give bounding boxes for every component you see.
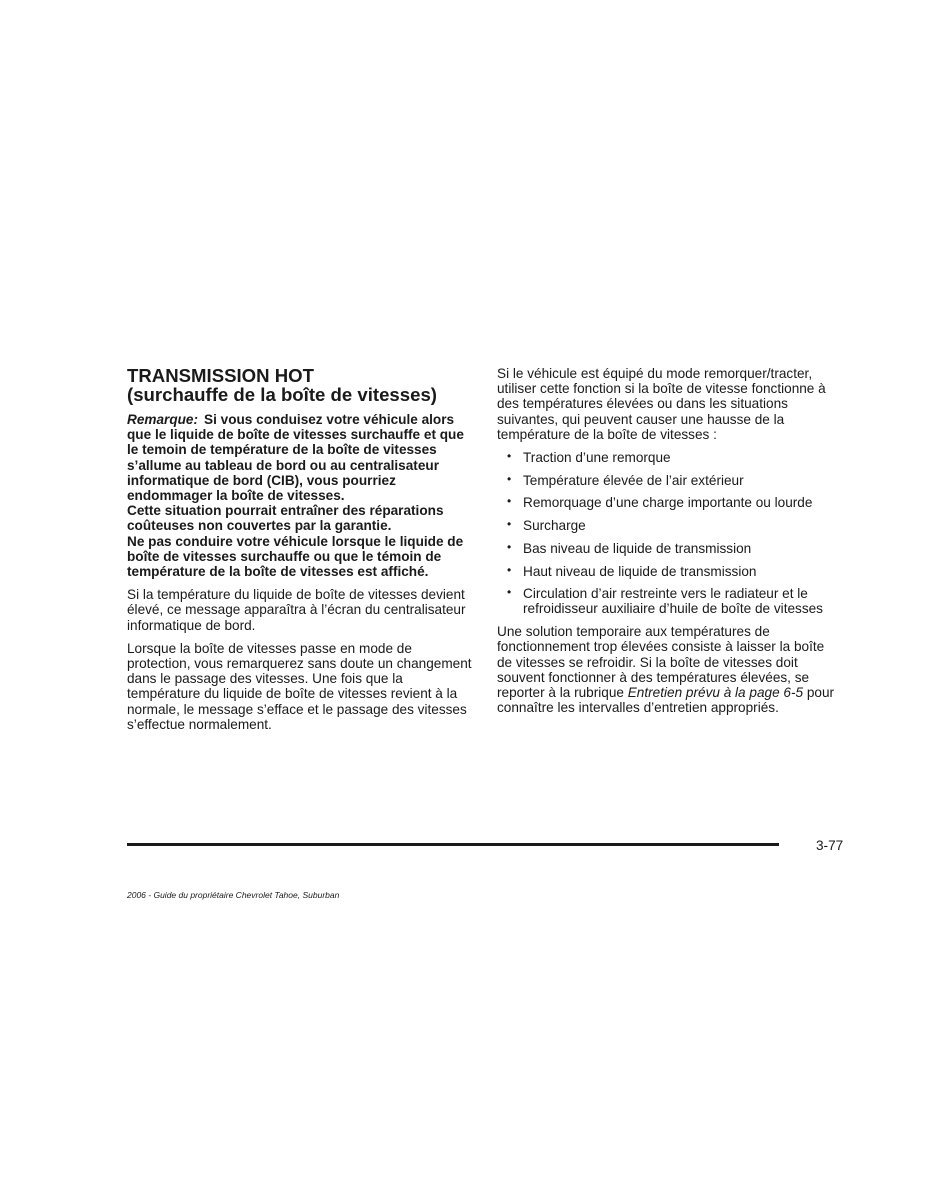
intro-paragraph: Si le véhicule est équipé du mode remorquer/tracter, utiliser cette fonction si la boîte de vitesse fonctionne à des températures élevées ou dans les situations suivantes, qui peuvent causer une hausse de la température de la boîte de vitesses : — [497, 366, 826, 442]
caution-note — [127, 412, 472, 579]
footer-rule — [127, 843, 779, 846]
list-item: • Traction d’une remorque — [507, 449, 671, 466]
list-item: • Surcharge — [507, 517, 586, 534]
paragraph-2: Lorsque la boîte de vitesses passe en mode de protection, vous remarquerez sans doute un changement dans le passage des vitesses. Une fois que la température du liquide de boîte de vitesses revient à la normale, le message s’efface et le passage des vitesses s’effectue normalement. — [127, 640, 472, 732]
bullet-icon: • — [507, 562, 512, 577]
conditions-list — [497, 450, 842, 617]
page-number: 3-77 — [816, 838, 844, 853]
heading-line-2: (surchauffe de la boîte de vitesses) — [127, 384, 437, 405]
note-text-3: Ne pas conduire votre véhicule lorsque le liquide de boîte de vitesses surchauffe ou que le témoin de température de la boîte de vitesses est affiché. — [127, 533, 464, 580]
list-item: • Circulation d’air restreinte vers le radiateur et le refroidisseur auxiliaire d’huile de boîte de vitesses — [507, 585, 823, 617]
closing-paragraph — [497, 624, 842, 715]
bullet-icon: • — [507, 517, 512, 532]
closing-text-2: pour connaître les intervalles d’entretien appropriés. — [497, 684, 835, 716]
right-column — [497, 366, 842, 723]
bullet-icon: • — [507, 585, 512, 600]
paragraph-1: Si la température du liquide de boîte de vitesses devient élevé, ce message apparaîtra à l’écran du centralisateur informatique de bord. — [127, 587, 466, 633]
note-text-1: Si vous conduisez votre véhicule alors que le liquide de boîte de vitesses surchauffe et que le temoin de température de la boîte de vitesses s’allume au tableau de bord ou au centralisateur informatique de bord (CIB), vous pourriez endommager la boîte de vitesses. — [127, 412, 464, 504]
list-item: • Bas niveau de liquide de transmission — [507, 539, 752, 556]
heading-line-1: TRANSMISSION HOT — [127, 365, 314, 386]
footer-text: 2006 - Guide du propriétaire Chevrolet Tahoe, Suburban — [127, 890, 340, 900]
bullet-icon: • — [507, 494, 512, 509]
note-label: Remarque: — [127, 412, 199, 427]
bullet-icon: • — [507, 539, 512, 554]
bullet-icon: • — [507, 449, 512, 464]
section-heading — [127, 366, 472, 404]
left-column — [127, 366, 472, 740]
closing-text-1: Une solution temporaire aux températures de fonctionnement trop élevées consiste à laisser la boîte de vitesses se refroidir. Si la boîte de vitesses doit souvent fonctionner à des températures élevées, se reporter à la rubrique — [497, 624, 825, 700]
list-item: • Remorquage d’une charge importante ou lourde — [507, 494, 813, 511]
cross-reference-link[interactable]: Entretien prévu à la page 6-5 — [627, 684, 804, 700]
bullet-icon: • — [507, 471, 512, 486]
list-item: • Température élevée de l’air extérieur — [507, 471, 744, 488]
note-text-2: Cette situation pourrait entraîner des réparations coûteuses non couvertes par la garantie. — [127, 503, 444, 534]
list-item: • Haut niveau de liquide de transmission — [507, 562, 757, 579]
